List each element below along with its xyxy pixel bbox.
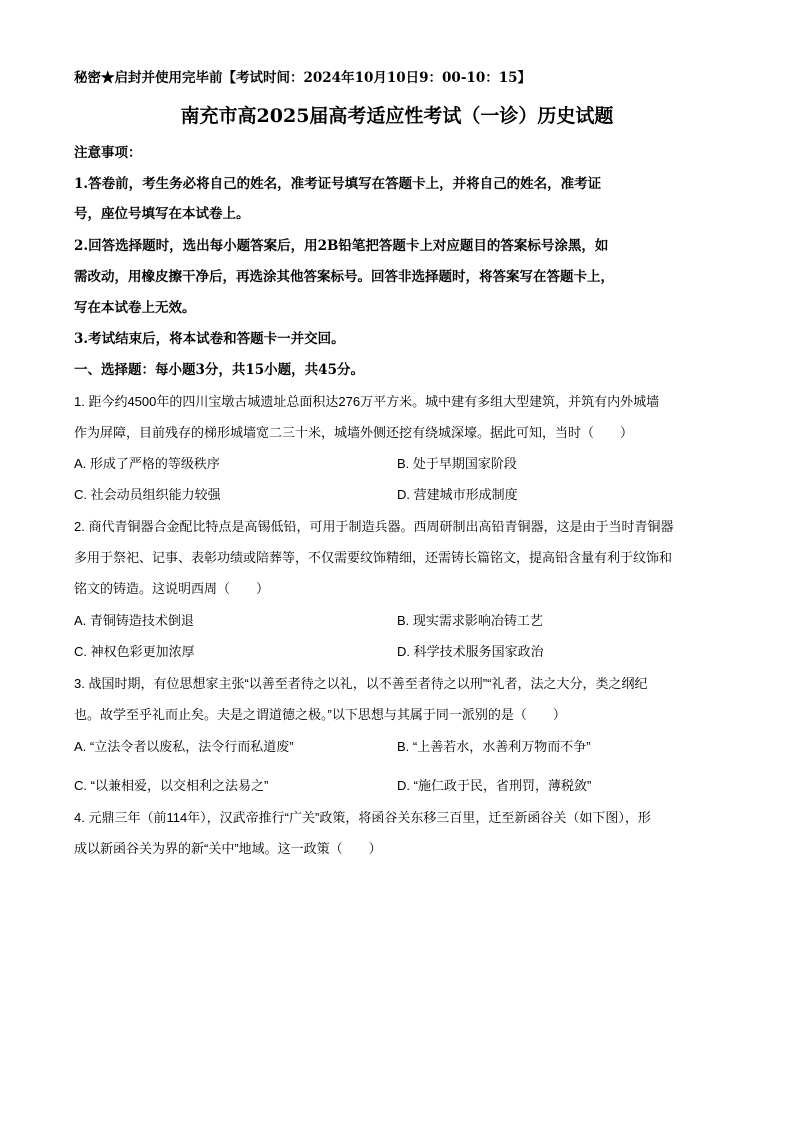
question-2-option-b: B. 现实需求影响冶铸工艺 (397, 613, 543, 628)
question-4-text: 成以新函谷关为界的新“关中”地域。这一政策（ ） (74, 841, 382, 856)
question-3-option-d: D. “施仁政于民，省刑罚，薄税敛” (397, 778, 592, 793)
question-3-option-b: B. “上善若水，水善利万物而不争” (397, 739, 591, 754)
question-2-text: 2. 商代青铜器合金配比特点是高锡低铅，可用于制造兵器。西周研制出高铅青铜器，这是由于当时青铜器 (74, 519, 674, 534)
question-1-text: 1. 距今约4500年的四川宝墩古城遗址总面积达276万平方米。城中建有多组大型建筑，并筑有内外城墙 (74, 394, 660, 409)
page-title: 南充市高2025届高考适应性考试（一诊）历史试题 (180, 105, 614, 127)
question-1-option-c: C. 社会动员组织能力较强 (74, 487, 221, 502)
notice-line: 3.考试结束后，将本试卷和答题卡一并交回。 (74, 331, 345, 347)
question-2-text: 铭文的铸造。这说明西周（ ） (74, 581, 270, 596)
question-2-option-c: C. 神权色彩更加浓厚 (74, 644, 195, 659)
question-3-option-c: C. “以兼相爱，以交相利之法易之” (74, 778, 269, 793)
section-heading: 一、选择题：每小题3分，共15小题，共45分。 (74, 362, 364, 378)
notice-heading: 注意事项： (74, 145, 142, 161)
confidential-notice: 秘密★启封并使用完毕前【考试时间：2024年10月10日9：00-10：15】 (74, 70, 532, 86)
question-1-option-b: B. 处于早期国家阶段 (397, 456, 517, 471)
question-2-option-a: A. 青铜铸造技术倒退 (74, 613, 194, 628)
question-1-option-d: D. 营建城市形成制度 (397, 487, 518, 502)
question-4-text: 4. 元鼎三年（前114年），汉武帝推行“广关”政策，将函谷关东移三百里，迁至新函谷关（如下图），形 (74, 810, 651, 825)
question-2-text: 多用于祭祀、记事、表彰功绩或陪葬等，不仅需要纹饰精细，还需铸长篇铭文，提高铅含量有利于纹饰和 (74, 550, 673, 565)
question-2-option-d: D. 科学技术服务国家政治 (397, 644, 544, 659)
question-1-text: 作为屏障，目前残存的梯形城墙宽二三十米，城墙外侧还挖有绕城深壕。据此可知，当时（ ） (74, 425, 634, 440)
notice-line: 写在本试卷上无效。 (74, 300, 196, 316)
question-1-option-a: A. 形成了严格的等级秩序 (74, 456, 220, 471)
question-3-text: 也。故学至乎礼而止矣。夫是之谓道德之极。”以下思想与其属于同一派别的是（ ） (74, 707, 566, 722)
question-3-text: 3. 战国时期，有位思想家主张“以善至者待之以礼，以不善至者待之以刑”“礼者，法之大分，类之纲纪 (74, 676, 648, 691)
notice-line: 需改动，用橡皮擦干净后，再选涂其他答案标号。回答非选择题时，将答案写在答题卡上， (74, 269, 614, 285)
notice-line: 号，座位号填写在本试卷上。 (74, 206, 250, 222)
question-3-option-a: A. “立法令者以废私，法令行而私道废” (74, 739, 294, 754)
notice-line: 1.答卷前，考生务必将自己的姓名，准考证号填写在答题卡上，并将自己的姓名，准考证 (74, 176, 602, 192)
notice-line: 2.回答选择题时，选出每小题答案后，用2B铅笔把答题卡上对应题目的答案标号涂黑，如 (74, 238, 609, 254)
